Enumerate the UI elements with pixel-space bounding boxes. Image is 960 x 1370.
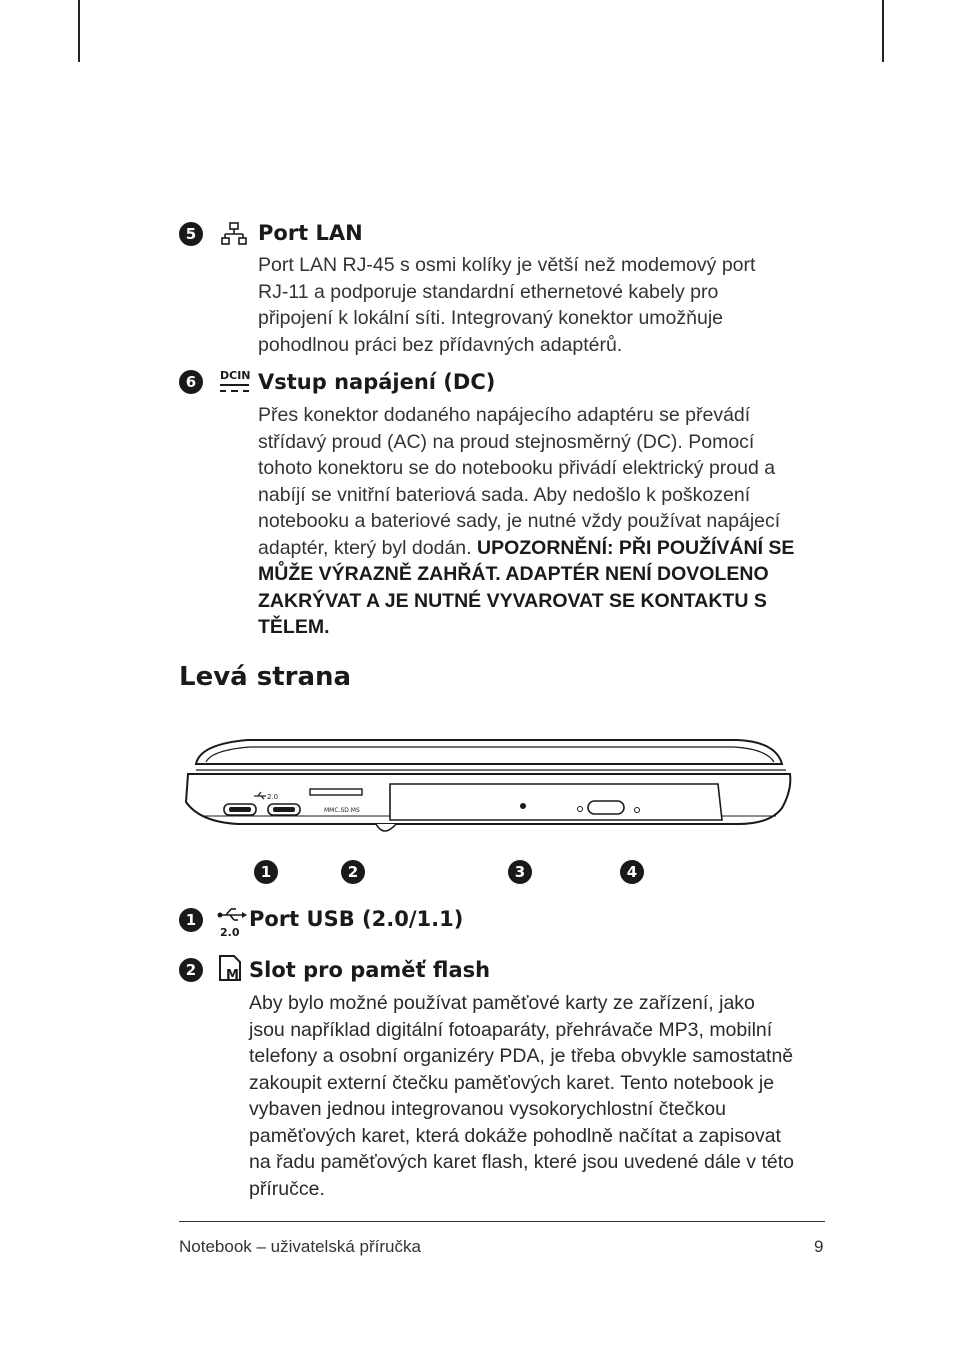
footer-title: Notebook – uživatelská příručka: [179, 1237, 421, 1256]
crop-mark: [882, 0, 884, 62]
section-title-dc: Vstup napájení (DC): [258, 370, 496, 394]
dc-body-text: Přes konektor dodaného napájecího adaptéru se převádí střídavý proud (AC) na proud stejnosměrný (DC). Pomocí tohoto konektoru se do notebooku přivádí elektrický proud a nabíjí se vnitřní bateriová sada. Aby nedošlo k poškození notebooku a bateriové sady, je nutné vždy používat napájecí adaptér, který byl dodán.: [258, 404, 781, 559]
footer-rule: [179, 1221, 825, 1222]
item-body-card: Aby bylo možné používat paměťové karty ze zařízení, jako jsou například digitální fotoaparáty, přehrávače MP3, mobilní telefony a osobní organizéry PDA, je třeba obvykle samostatně zakoupit externí čtečku paměťových karet. Tento notebook je vybaven jednou integrovanou vysokorychlostní čtečkou paměťových karet, která dokáže pohodlně načítat a zapisovat na řadu paměťových karet flash, které jsou uvedené dále v této příručce.: [249, 992, 794, 1200]
section-heading-left-side: Levá strana: [179, 662, 352, 692]
section-title-lan: Port LAN: [258, 221, 363, 245]
dc-warning-text: UPOZORNĚNÍ: PŘI POUŽÍVÁNÍ SE MŮŽE VÝRAZNĚ ZAHŘÁT. ADAPTÉR NENÍ DOVOLENO ZAKRÝVAT A JE NUTNÉ VYVAROVAT SE KONTAKTU S TĚLEM.: [258, 536, 795, 638]
item-number-5: 5: [179, 222, 203, 246]
item-title-usb: Port USB (2.0/1.1): [249, 907, 464, 931]
item-number-2: 2: [179, 958, 203, 982]
memory-card-icon: [217, 953, 245, 988]
dc-in-icon: [219, 368, 251, 401]
crop-mark: [78, 0, 80, 62]
section-body-dc: [258, 402, 798, 641]
usb-icon: [216, 904, 248, 943]
card-slot-label: MMC.SD.MS: [324, 807, 360, 814]
item-title-card: Slot pro paměť flash: [249, 958, 491, 982]
section-body-lan: Port LAN RJ-45 s osmi kolíky je větší než modemový port RJ-11 a podporuje standardní ethernetové kabely pro připojení k lokální síti. Integrovaný konektor umožňuje pohodlnou práci bez přídavných adaptérů.: [258, 254, 756, 356]
item-number-6: 6: [179, 370, 203, 394]
dc-in-icon-text: DCIN: [220, 369, 251, 382]
figure-label-1: 1: [254, 860, 278, 884]
item-number-1: 1: [179, 908, 203, 932]
lan-icon: [221, 222, 247, 251]
svg-text:M: M: [226, 968, 239, 983]
figure-label-4: 4: [620, 860, 644, 884]
usb-port-label: 2.0: [267, 793, 279, 801]
page-number: 9: [814, 1237, 824, 1256]
usb-icon-text: 2.0: [220, 926, 240, 938]
figure-label-2: 2: [341, 860, 365, 884]
laptop-left-side-illustration: [178, 712, 798, 857]
figure-label-3: 3: [508, 860, 532, 884]
